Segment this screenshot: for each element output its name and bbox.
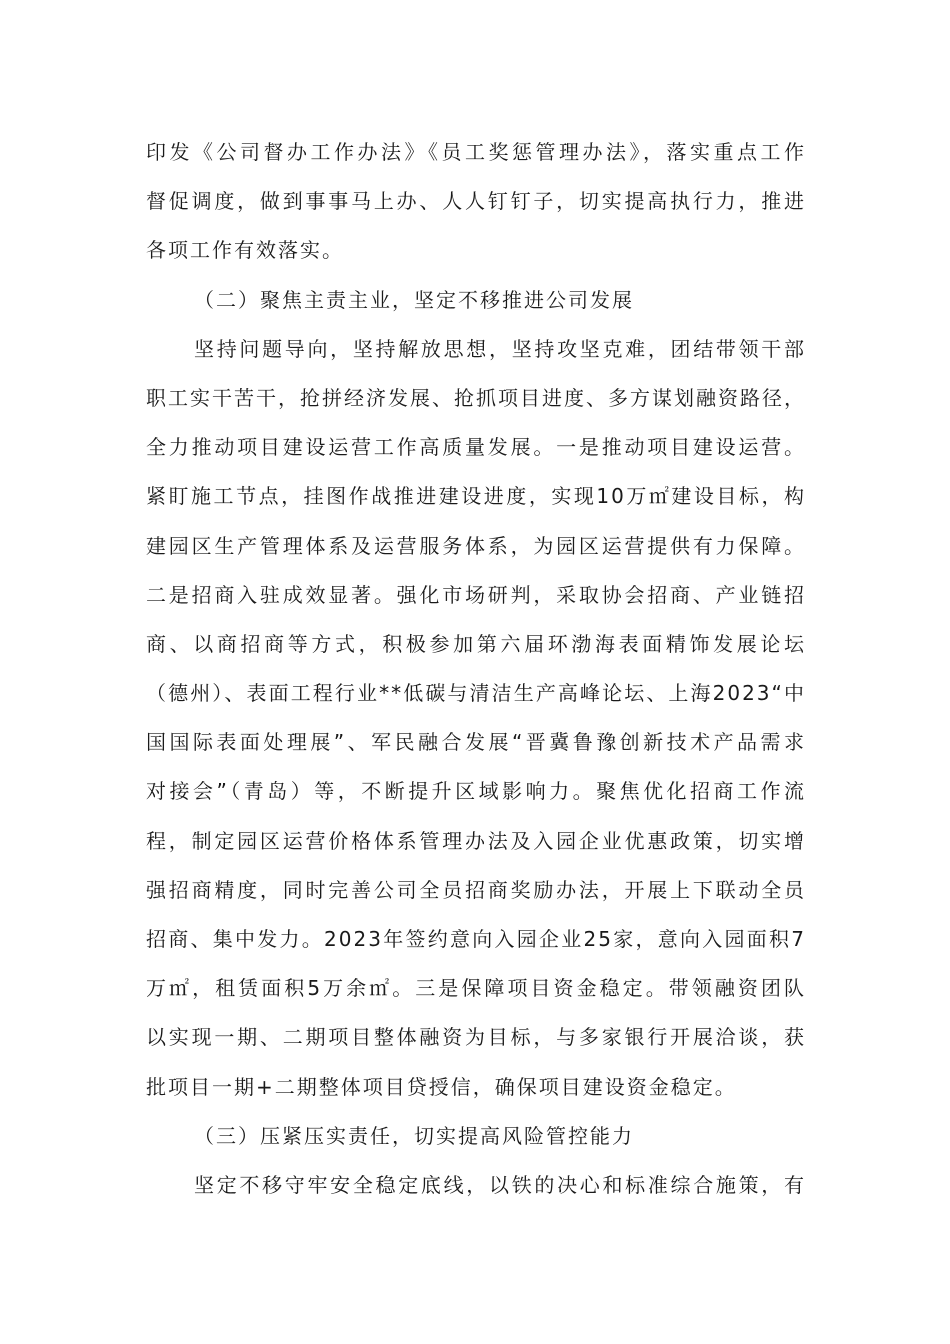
text-line: 坚持问题导向，坚持解放思想，坚持攻坚克难，团结带领干部 — [194, 336, 806, 361]
text-line: 坚定不移守牢安全稳定底线，以铁的决心和标准综合施策，有 — [194, 1172, 806, 1197]
text-line: 对接会”（青岛）等，不断提升区域影响力。聚焦优化招商工作流 — [146, 779, 806, 804]
text-line: 商、以商招商等方式，积极参加第六届环渤海表面精饰发展论坛 — [146, 631, 806, 656]
section-heading-2: （二）聚焦主责主业，坚定不移推进公司发展 — [194, 287, 634, 312]
document-body — [146, 128, 806, 1210]
text-line: 督促调度，做到事事马上办、人人钉钉子，切实提高执行力，推进 — [146, 189, 806, 214]
text-line: 强招商精度，同时完善公司全员招商奖励办法，开展上下联动全员 — [146, 877, 806, 902]
text-line: 建园区生产管理体系及运营服务体系，为园区运营提供有力保障。 — [146, 533, 806, 558]
text-line: 紧盯施工节点，挂图作战推进建设进度，实现10万㎡建设目标，构 — [146, 484, 806, 509]
text-line: 以实现一期、二期项目整体融资为目标，与多家银行开展洽谈，获 — [146, 1025, 806, 1050]
text-line: 国国际表面处理展”、军民融合发展“晋冀鲁豫创新技术产品需求 — [146, 730, 806, 755]
text-line: 万㎡，租赁面积5万余㎡。三是保障项目资金稳定。带领融资团队 — [146, 976, 806, 1001]
text-line: 招商、集中发力。2023年签约意向入园企业25家，意向入园面积7 — [146, 927, 806, 951]
text-line: （德州）、表面工程行业**低碳与清洁生产高峰论坛、上海2023“中 — [146, 681, 806, 706]
text-line: 二是招商入驻成效显著。强化市场研判，采取协会招商、产业链招 — [146, 582, 806, 607]
section-heading-3: （三）压紧压实责任，切实提高风险管控能力 — [194, 1123, 634, 1148]
text-line: 各项工作有效落实。 — [146, 238, 344, 263]
text-line: 批项目一期+二期整体项目贷授信，确保项目建设资金稳定。 — [146, 1074, 737, 1099]
text-line: 程，制定园区运营价格体系管理办法及入园企业优惠政策，切实增 — [146, 828, 806, 853]
text-line: 全力推动项目建设运营工作高质量发展。一是推动项目建设运营。 — [146, 435, 806, 460]
text-line: 印发《公司督办工作办法》《员工奖惩管理办法》，落实重点工作 — [146, 140, 806, 164]
text-line: 职工实干苦干，抢拼经济发展、抢抓项目进度、多方谋划融资路径， — [146, 385, 806, 410]
